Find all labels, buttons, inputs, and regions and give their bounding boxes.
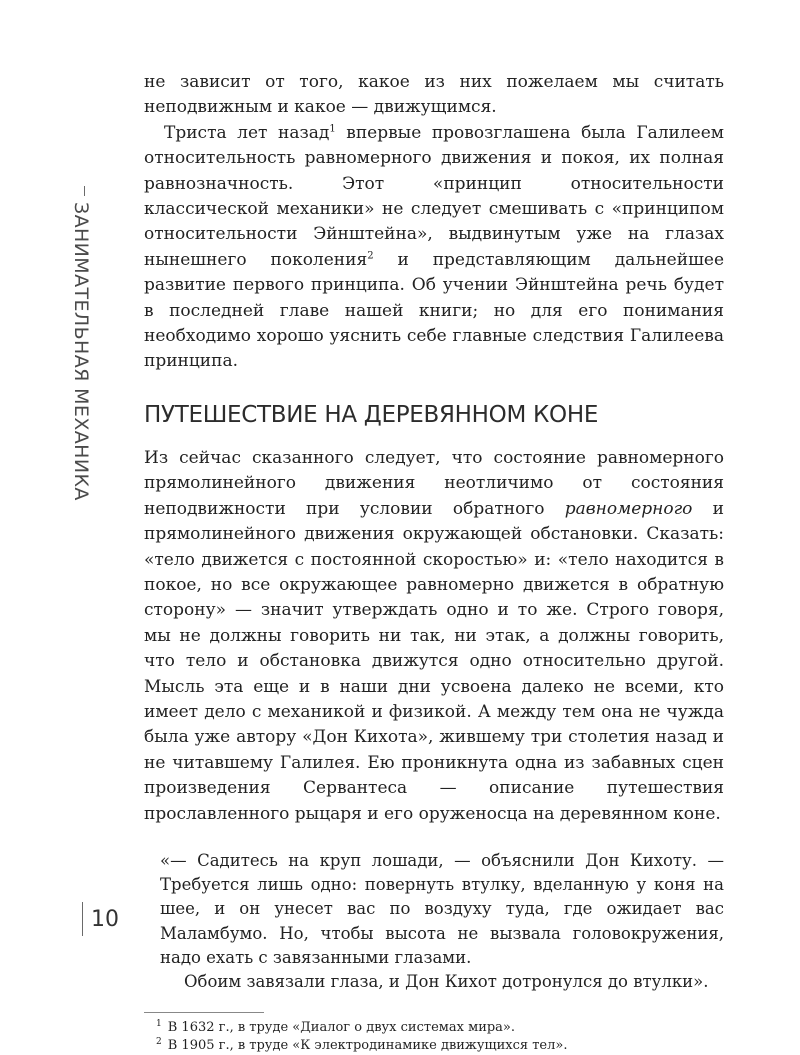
paragraph-3-part-b: и прямолинейного движения окружающей обстановки. Сказать: «тело движется с постоянной скоростью» и: «тело находится в покое, но все окружающее равномерно движется в обратную сторону» — значит утверждать одно и то же. Строго говоря, мы не должны говорить ни так, ни этак, а должны говорить, что тело и обстановка движутся одно относительно другой. Мысль эта еще и в наши дни усвоена далеко не всеми, кто имеет дело с механикой и физикой. А между тем она не чужда была уже автору «Дон Кихота», жившему три столетия назад и не читавшему Галилея. Ею проникнута одна из забавных сцен произведения Сервантеса — описание путешествия прославленного рыцаря и его оруженосца на деревянном коне. [144,498,724,824]
paragraph-1: не зависит от того, какое из них пожелаем мы считать неподвижным и какое — движущимся. [144,72,724,118]
quotation-paragraph-2: Обоим завязали глаза, и Дон Кихот дотронулся до втулки». [184,971,709,991]
page-number-block [82,902,119,936]
paragraph-3-part-a: Из сейчас сказанного следует, что состояние равномерного прямолинейного движения неотличимо от состояния неподвижности при условии обратного [144,447,724,519]
quotation [160,849,724,994]
footnote-2-mark: 2 [156,1036,162,1047]
paragraph-2 [144,121,724,375]
footnote-2-text: В 1905 г., в труде «К электродинамике движущихся тел». [167,1038,568,1054]
footnote-1-mark: 1 [156,1018,162,1029]
paragraph-2-part-c: и представляющим дальнейшее развитие первого принципа. Об учении Эйнштейна речь будет в последней главе нашей книги; но для его понимания необходимо хорошо уяснить себе главные следствия Галилеева принципа. [144,249,724,372]
paragraph-2-part-a: Триста лет назад [164,122,330,143]
running-head-rule [84,186,85,196]
running-head-title: ЗАНИМАТЕЛЬНАЯ МЕХАНИКА [70,202,92,501]
section-heading: ПУТЕШЕСТВИЕ НА ДЕРЕВЯННОМ КОНЕ [144,401,599,428]
quotation-paragraph-1: «— Садитесь на круп лошади, — объяснили Дон Кихоту. — Требуется лишь одно: повернуть втулку, вделанную у коня на шее, и он унесет вас по воздуху туда, где ожидает вас Маламбумо. Но, чтобы высота не вызвала головокружения, надо ехать с завязанными глазами. [160,850,724,967]
footnote-ref-2: 2 [367,250,374,262]
footnote-ref-1: 1 [329,123,336,135]
main-text [144,70,724,1055]
footnote-1-text: В 1632 г., в труде «Диалог о двух системах мира». [167,1020,516,1036]
paragraph-3-emphasis: равномерного [564,498,693,519]
page-number: 10 [91,906,119,932]
footnote-1 [156,1019,724,1037]
footnote-separator [144,1012,264,1013]
footnote-2 [156,1037,724,1055]
paragraph-2-part-b: впервые провозглашена была Галилеем относительность равномерного движения и покоя, их полная равнозначность. Этот «принцип относительности классической механики» не следует смешивать с «принципом относительности Эйнштейна», выдвинутым уже на глазах нынешнего поколения [144,122,724,270]
running-head [70,186,100,706]
page-number-rule [82,902,83,936]
paragraph-3 [144,446,724,827]
